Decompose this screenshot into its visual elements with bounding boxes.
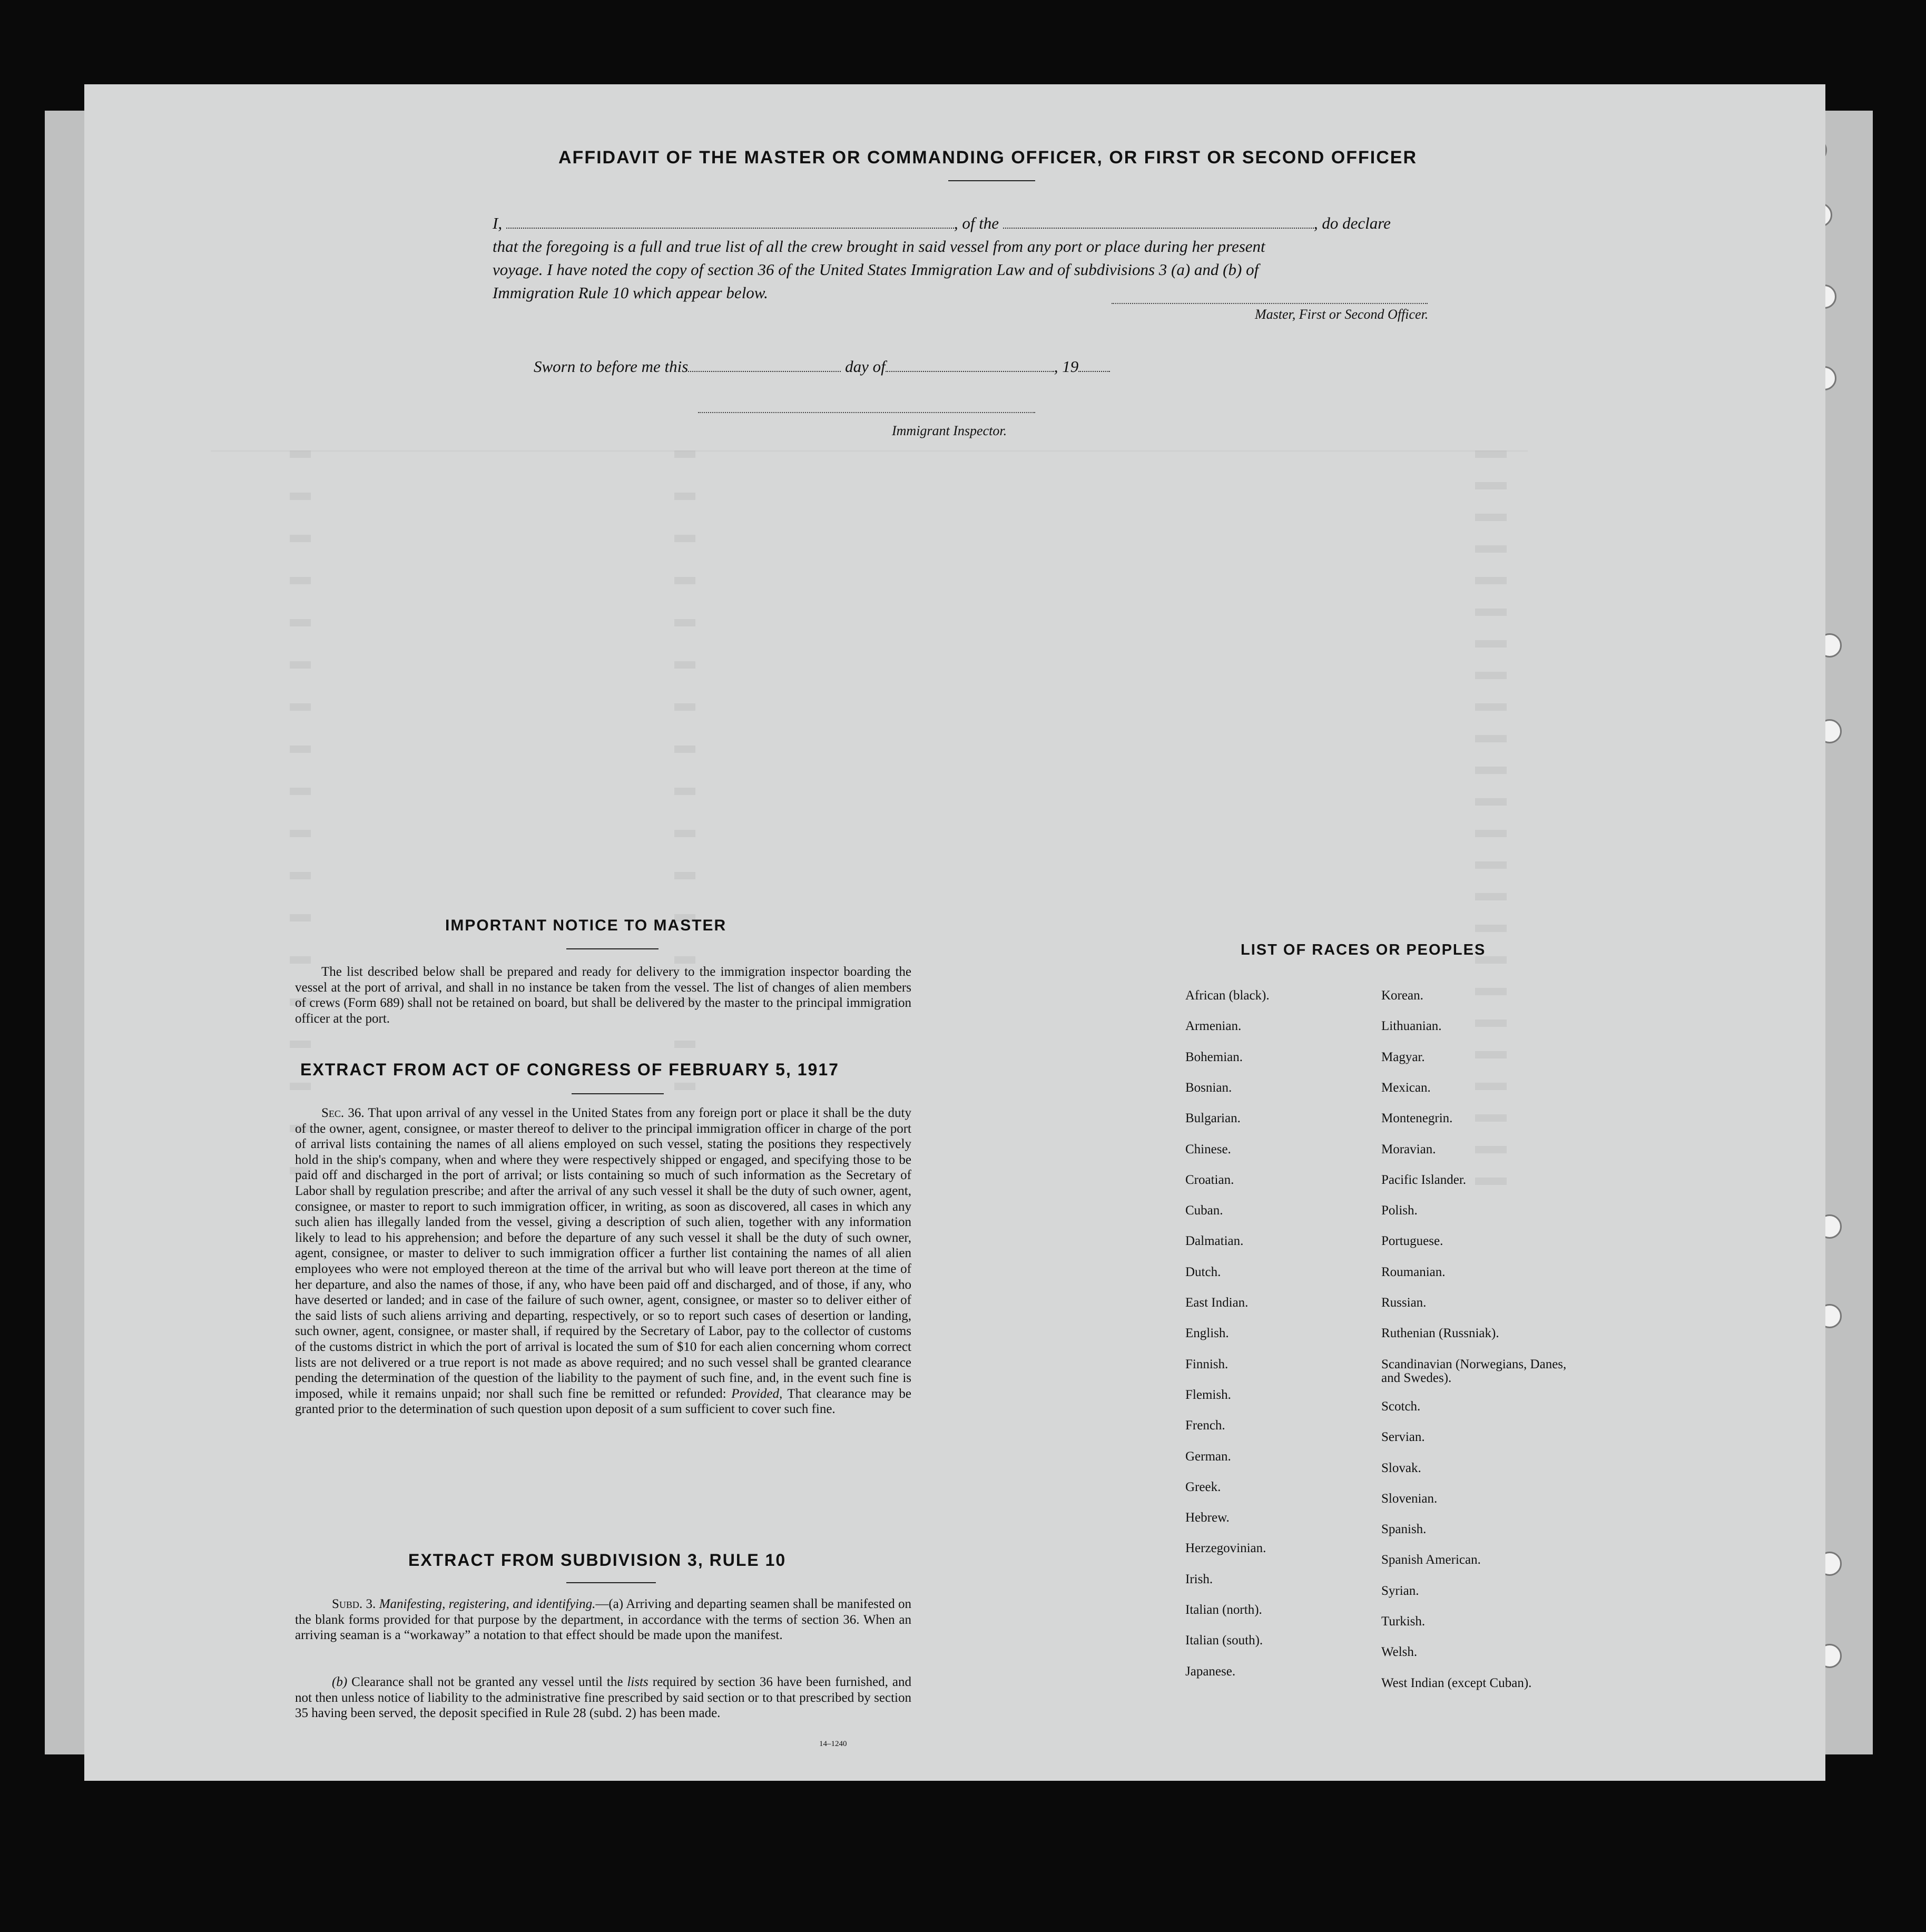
race-item: Japanese. [1185, 1664, 1236, 1679]
form-number: 14–1240 [819, 1740, 847, 1748]
proviso-text: That clearance may be granted prior to the determination of such question upon deposit of a sum sufficient to cover such fine. [295, 1386, 912, 1417]
race-item: Lithuanian. [1381, 1019, 1442, 1034]
race-item: Croatian. [1185, 1172, 1234, 1187]
race-item: Hebrew. [1185, 1511, 1230, 1525]
rule-rule [566, 1582, 656, 1583]
sworn-day-field[interactable] [688, 371, 841, 372]
declaration-line-2: that the foregoing is a full and true list of all the crew brought in said vessel from any port or place during her present [493, 237, 1265, 256]
race-item: Slovak. [1381, 1460, 1421, 1475]
race-item: Greek. [1185, 1479, 1221, 1494]
race-item: Herzegovinian. [1185, 1541, 1266, 1556]
race-item: Welsh. [1381, 1645, 1418, 1660]
notice-rule [566, 948, 659, 949]
race-item: Portuguese. [1381, 1234, 1443, 1249]
para-a-label: —(a) [595, 1597, 624, 1611]
race-item: Roumanian. [1381, 1264, 1446, 1279]
affidavit-title: AFFIDAVIT OF THE MASTER OR COMMANDING OFFICER, OR FIRST OR SECOND OFFICER [558, 148, 1417, 168]
declaration-line-3: voyage. I have noted the copy of section 36 of the United States Immigration Law and of subdivisions 3 (a) and (b) of [493, 260, 1259, 279]
race-item: Ruthenian (Russniak). [1381, 1326, 1499, 1341]
declaration-of-the: , of the [954, 214, 999, 232]
subd-heading: Manifesting, registering, and identifying. [379, 1597, 596, 1611]
race-item: Servian. [1381, 1430, 1425, 1445]
sworn-month-field[interactable] [886, 371, 1054, 372]
subd-label: Subd. 3. [332, 1597, 376, 1611]
notice-title: IMPORTANT NOTICE TO MASTER [445, 917, 727, 934]
race-item: Scotch. [1381, 1399, 1421, 1414]
declaration-line-4: Immigration Rule 10 which appear below. [493, 283, 768, 302]
sworn-year-field[interactable] [1078, 371, 1110, 372]
sworn-day-label: day of [845, 357, 886, 376]
race-item: Bulgarian. [1185, 1111, 1241, 1126]
race-item: French. [1185, 1418, 1225, 1433]
race-item: Irish. [1185, 1572, 1213, 1586]
sworn-year-label: , 19 [1054, 357, 1079, 376]
notice-body: The list described below shall be prepared and ready for delivery to the immigration inspector boarding the vessel at the port of arrival, and shall in no instance be taken from the vessel. The list of changes of alien members of crews (Form 689) shall not be retained on board, but shall be delivered by the master to the principal immigration officer at the port. [295, 965, 911, 1026]
declaration-i: I, [493, 214, 503, 232]
race-item: Mexican. [1381, 1080, 1431, 1095]
race-item: Spanish American. [1381, 1553, 1481, 1567]
vessel-field[interactable] [1003, 228, 1314, 229]
race-item: Italian (south). [1185, 1633, 1263, 1648]
race-item: Pacific Islander. [1381, 1172, 1467, 1187]
race-item: Polish. [1381, 1203, 1418, 1218]
race-item: Moravian. [1381, 1142, 1436, 1156]
race-item: Turkish. [1381, 1614, 1426, 1629]
race-item: Magyar. [1381, 1050, 1425, 1064]
act-extract-title: EXTRACT FROM ACT OF CONGRESS OF FEBRUARY 5, 1917 [300, 1060, 839, 1079]
race-item: Dutch. [1185, 1264, 1221, 1279]
declaration-declare: , do declare [1313, 214, 1391, 232]
race-item: Chinese. [1185, 1142, 1231, 1156]
race-item: Russian. [1381, 1296, 1427, 1310]
inspector-signature-line[interactable] [698, 412, 1035, 413]
proviso-label: Provided, [731, 1386, 783, 1401]
rule-para-a [295, 1596, 911, 1643]
para-a-text: Arriving and departing seamen shall be manifested on the blank forms provided for that purpose by the department, in accordance with the terms of section 36. When an arriving seaman is a “workaway” a notation to that effect should be made upon the manifest. [295, 1597, 911, 1643]
para-b-lists: lists [627, 1675, 648, 1689]
race-item: Montenegrin. [1381, 1111, 1453, 1126]
race-item: Flemish. [1185, 1387, 1231, 1402]
act-extract-body [295, 1105, 911, 1417]
sworn-prefix: Sworn to before me this [534, 357, 689, 376]
signature-line[interactable] [1112, 303, 1428, 304]
signature-caption: Master, First or Second Officer. [1255, 307, 1429, 322]
race-item: Finnish. [1185, 1357, 1229, 1371]
sworn-line [534, 357, 1110, 376]
race-item: East Indian. [1185, 1296, 1249, 1310]
rule-para-b [295, 1674, 911, 1721]
race-item: English. [1185, 1326, 1229, 1341]
declaration-text [493, 212, 1483, 305]
race-item: Dalmatian. [1185, 1234, 1244, 1249]
race-item: German. [1185, 1449, 1231, 1464]
sec-36-text: That upon arrival of any vessel in the United States from any foreign port or place it shall be the duty of the owner, agent, consignee, or master thereof to deliver to the principal immigration officer in charge of the port of arrival lists containing the names of all aliens employed on such vessel, stating the positions they respectively hold in the ship's company, when and where they were respectively shipped or engaged, and specifying those to be paid off and discharged in the port of arrival; or lists containing so much of such information as the Secretary of Labor shall by regulation prescribe; and after the arrival of any such vessel it shall be the duty of such owner, agent, consignee, or master to report to such immigration officer, in writing, as soon as discovered, all cases in which any such alien has illegally landed from the vessel, giving a description of such alien, together with any information likely to lead to his apprehension; and before the departure of any such vessel it shall be the duty of such owner, agent, consignee, or master to deliver to such immigration officer a further list containing the names of all alien employees who were not employed thereon at the time of the arrival but who will leave port thereon at the time of her departure, and also the names of those, if any, who have been paid off and discharged, and of those, if any, who have deserted or landed; and in case of the failure of such owner, agent, consignee, or master so to deliver either of the said lists of such aliens arriving and departing, respectively, or so to report such cases of desertion or landing, such owner, agent, consignee, or master shall, if required by the Secretary of Labor, pay to the collector of customs of the customs district in which the port of arrival is located the sum of $10 for each alien concerning whom correct lists are not delivered or a true report is not made as above required; and no such vessel shall be granted clearance pending the determination of the question of the liability to the payment of such fine, and, in the event such fine is imposed, while it remains unpaid; nor shall such fine be remitted or refunded: [295, 1106, 911, 1401]
para-b-text-2: required by section 36 have been furnished, and not then unless notice of liability to the administrative fine prescribed by said section or to that prescribed by section 35 having been served, the deposit specified in Rule 28 (subd. 2) has been made. [295, 1675, 912, 1721]
race-item: Syrian. [1381, 1583, 1419, 1598]
inspector-caption: Immigrant Inspector. [892, 423, 1007, 438]
race-item: Cuban. [1185, 1203, 1223, 1218]
race-item: African (black). [1185, 988, 1270, 1003]
race-item: Armenian. [1185, 1019, 1242, 1034]
race-item: Bosnian. [1185, 1080, 1232, 1095]
race-item: Bohemian. [1185, 1050, 1243, 1064]
race-item: Scandinavian (Norwegians, Danes, and Swedes). [1381, 1357, 1567, 1385]
race-item: Slovenian. [1381, 1491, 1438, 1506]
name-field[interactable] [506, 228, 954, 229]
para-b-label: (b) [332, 1675, 348, 1689]
title-rule [948, 180, 1035, 181]
para-b-text-1: Clearance shall not be granted any vessel until the [351, 1675, 623, 1689]
race-item: Korean. [1381, 988, 1423, 1003]
rule-extract-title: EXTRACT FROM SUBDIVISION 3, RULE 10 [408, 1551, 787, 1570]
races-title: LIST OF RACES OR PEOPLES [1241, 942, 1486, 958]
sec-label: Sec. 36. [321, 1106, 365, 1120]
race-item: West Indian (except Cuban). [1381, 1675, 1532, 1690]
race-item: Spanish. [1381, 1522, 1427, 1537]
declaration-line-1 [493, 212, 1483, 235]
act-rule [572, 1093, 664, 1094]
race-item: Italian (north). [1185, 1603, 1262, 1617]
